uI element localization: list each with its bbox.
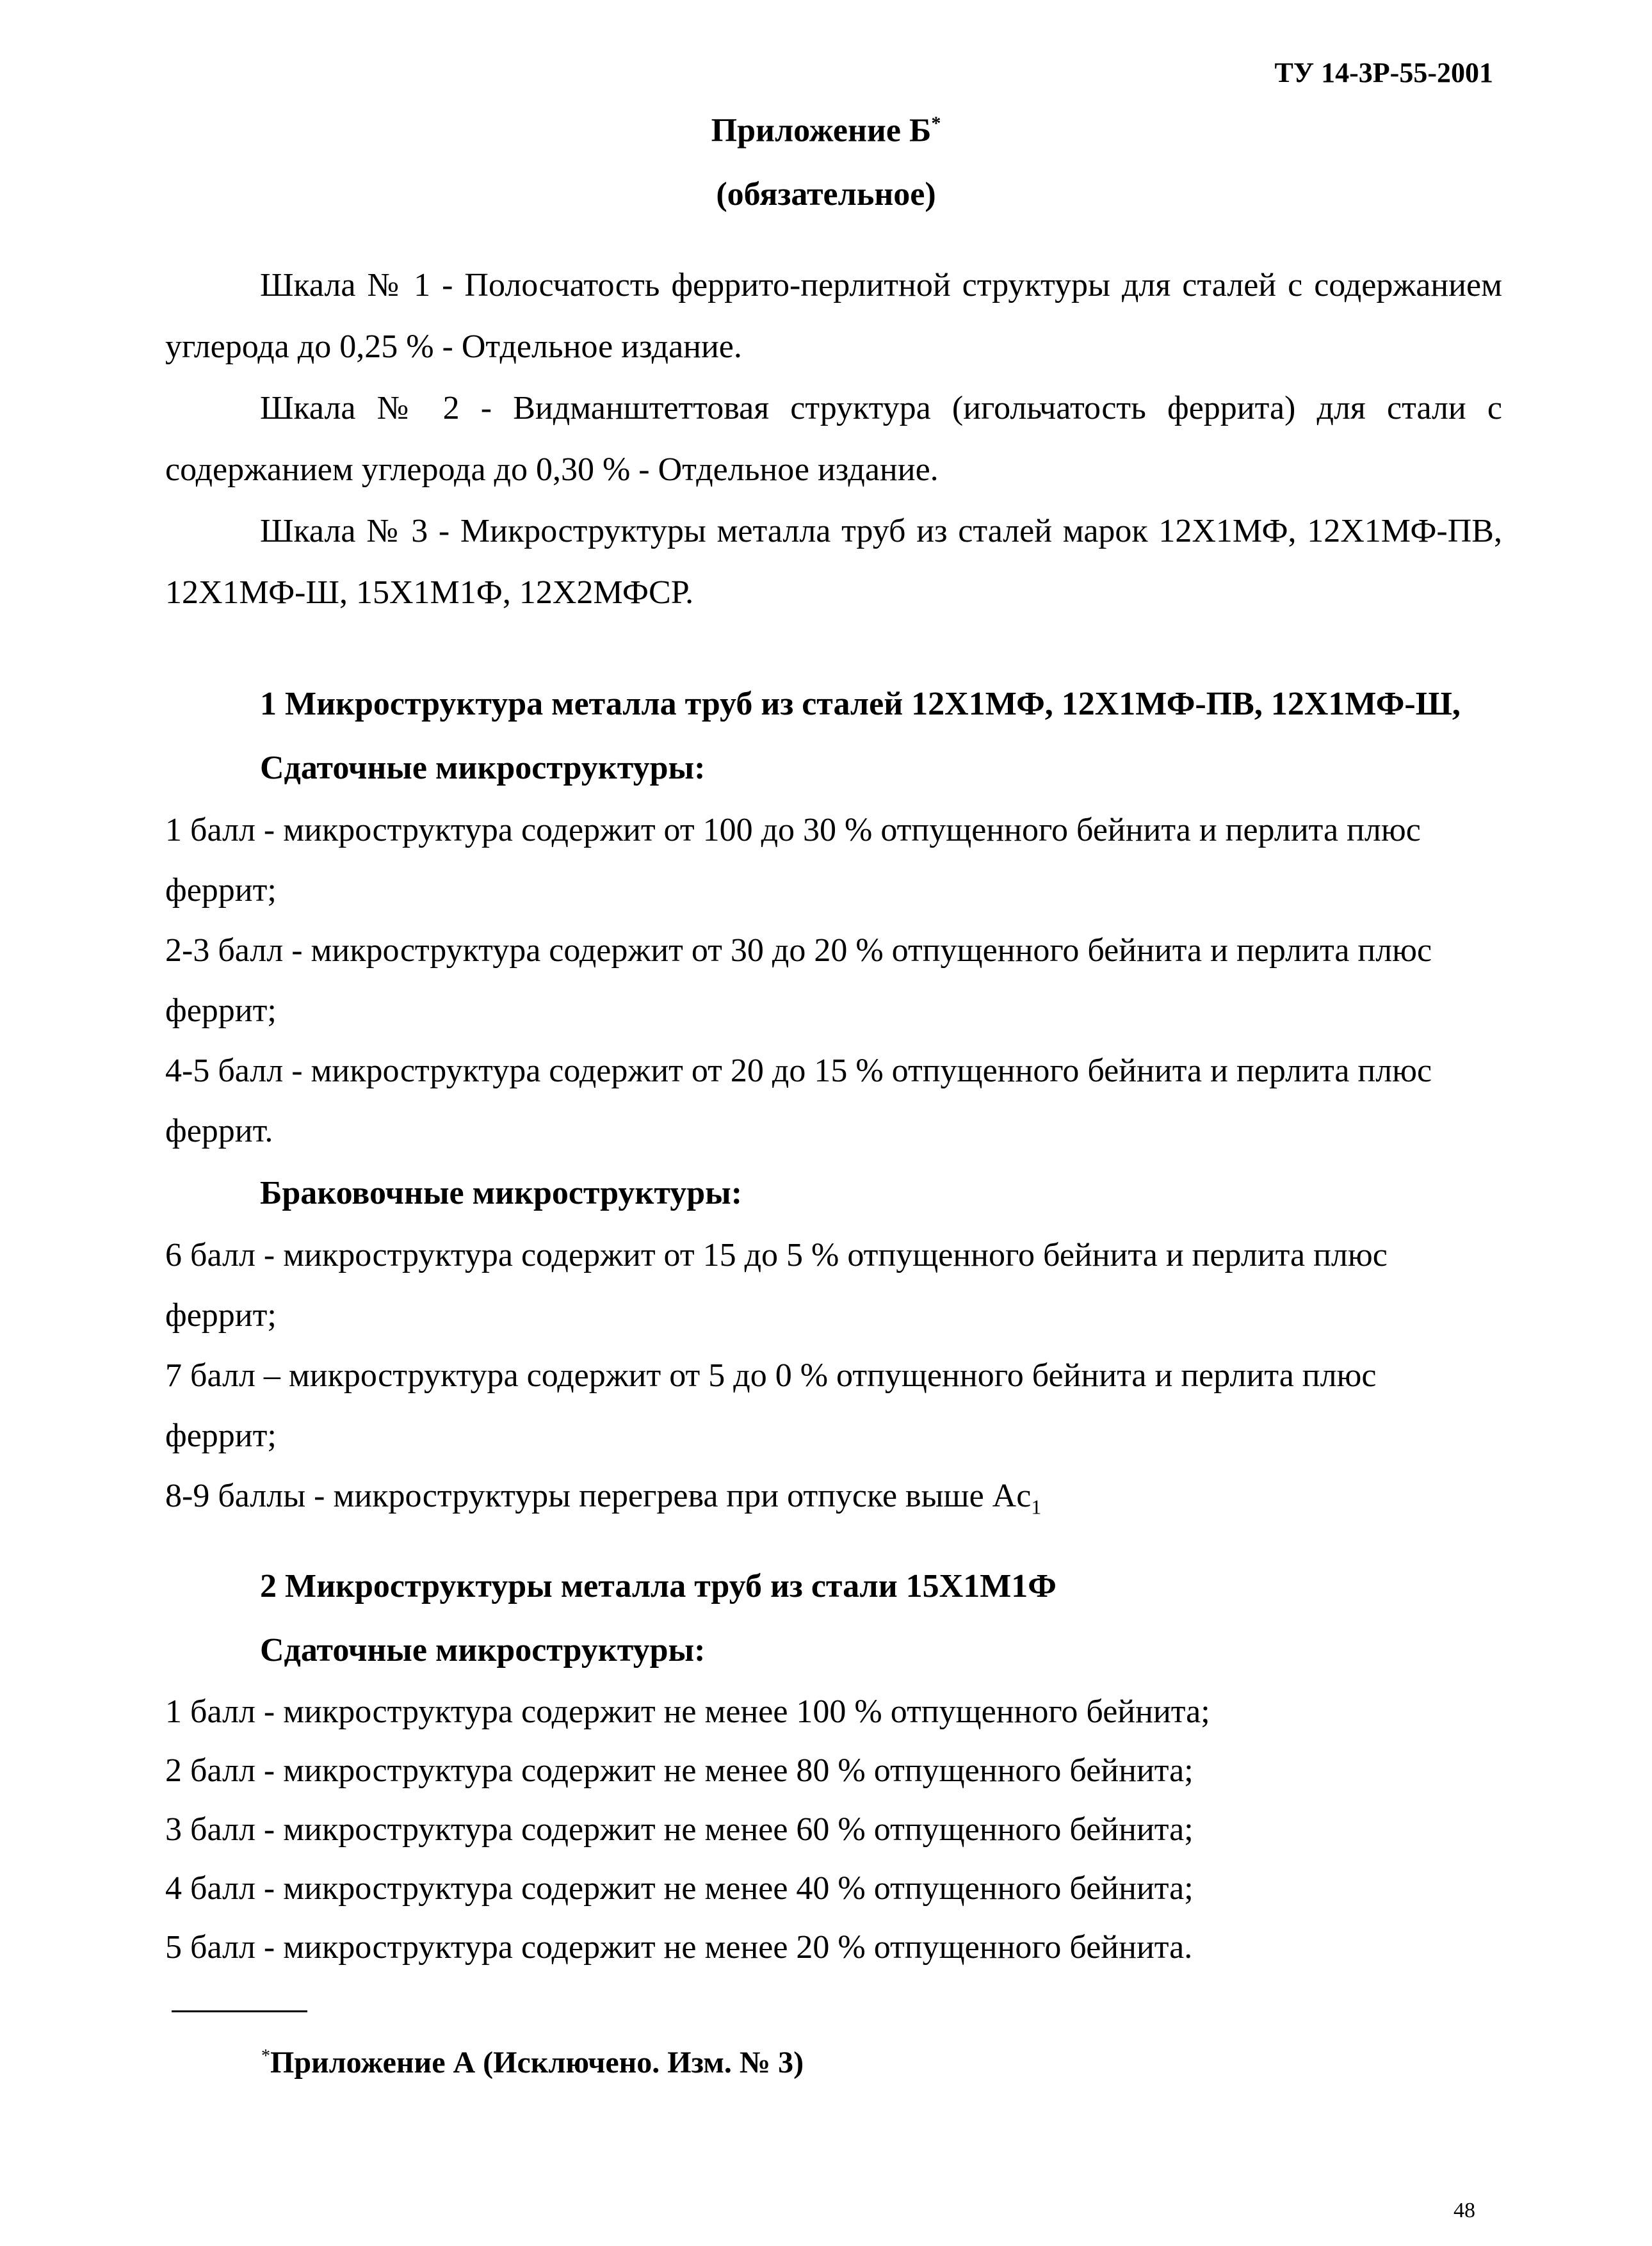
- list-item: феррит;: [165, 872, 277, 909]
- scale-2-paragraph: Шкала № 2 - Видманштеттовая структура (игольчатость феррита) для стали с содержанием углерода до 0,30 % - Отдельное издание.: [165, 390, 1502, 488]
- section-1-heading: 1 Микроструктура металла труб из сталей 12Х1МФ, 12Х1МФ-ПВ, 12Х1МФ-Ш,: [260, 686, 1461, 722]
- footnote-text: Приложение А (Исключено. Изм. № 3): [270, 2046, 804, 2080]
- list-item: феррит;: [165, 1297, 277, 1334]
- list-item: 4-5 балл - микроструктура содержит от 20 до 15 % отпущенного бейнита и перлита плюс: [165, 1053, 1432, 1089]
- list-item: [165, 1466, 1535, 1537]
- appendix-title-text: Приложение Б: [711, 112, 932, 149]
- intro-scales: [165, 255, 1502, 624]
- list-item: феррит;: [165, 992, 277, 1029]
- scale-3-paragraph: Шкала № 3 - Микроструктуры металла труб из сталей марок 12Х1МФ, 12Х1МФ-ПВ, 12Х1МФ-Ш, 15Х1М1Ф, 12Х2МФСР.: [165, 513, 1502, 611]
- section-1-accept-heading: Сдаточные микроструктуры:: [260, 750, 706, 786]
- section-2: [165, 1555, 1535, 1977]
- footnote-mark: *: [261, 2046, 270, 2066]
- list-item: феррит.: [165, 1113, 273, 1149]
- list-item: 1 балл - микроструктура содержит от 100 до 30 % отпущенного бейнита и перлита плюс: [165, 812, 1421, 848]
- list-item: 6 балл - микроструктура содержит от 15 до 5 % отпущенного бейнита и перлита плюс: [165, 1237, 1388, 1273]
- section-1: [165, 672, 1535, 1537]
- appendix-footnote-mark: *: [931, 113, 941, 134]
- overheat-item-subscript: 1: [1031, 1495, 1042, 1519]
- section-2-accept-heading: Сдаточные микроструктуры:: [260, 1632, 706, 1668]
- document-code: ТУ 14-3Р-55-2001: [1274, 57, 1493, 88]
- list-item: 2-3 балл - микроструктура содержит от 30 до 20 % отпущенного бейнита и перлита плюс: [165, 932, 1432, 969]
- overheat-item-text: 8-9 баллы - микроструктуры перегрева при отпуске выше Ac: [165, 1478, 1032, 1514]
- section-1-reject-heading: Браковочные микроструктуры:: [260, 1175, 743, 1211]
- list-item: 2 балл - микроструктура содержит не менее 80 % отпущенного бейнита;: [165, 1752, 1194, 1789]
- list-item: 4 балл - микроструктура содержит не менее 40 % отпущенного бейнита;: [165, 1870, 1194, 1907]
- scale-1-paragraph: Шкала № 1 - Полосчатость феррито-перлитной структуры для сталей с содержанием углерода до 0,25 % - Отдельное издание.: [165, 267, 1502, 365]
- list-item: 7 балл – микроструктура содержит от 5 до 0 % отпущенного бейнита и перлита плюс: [165, 1357, 1377, 1394]
- appendix-status: (обязательное): [716, 176, 936, 213]
- footnote-divider: [172, 2010, 307, 2012]
- list-item: 5 балл - микроструктура содержит не менее 20 % отпущенного бейнита.: [165, 1929, 1193, 1966]
- list-item: 1 балл - микроструктура содержит не менее 100 % отпущенного бейнита;: [165, 1693, 1210, 1730]
- list-item: 3 балл - микроструктура содержит не менее 60 % отпущенного бейнита;: [165, 1811, 1194, 1848]
- page-number: 48: [1454, 2199, 1475, 2222]
- list-item: феррит;: [165, 1418, 277, 1454]
- appendix-title: [0, 114, 1652, 147]
- section-2-heading: 2 Микроструктуры металла труб из стали 15Х1М1Ф: [260, 1568, 1057, 1604]
- footnote: [261, 2036, 804, 2083]
